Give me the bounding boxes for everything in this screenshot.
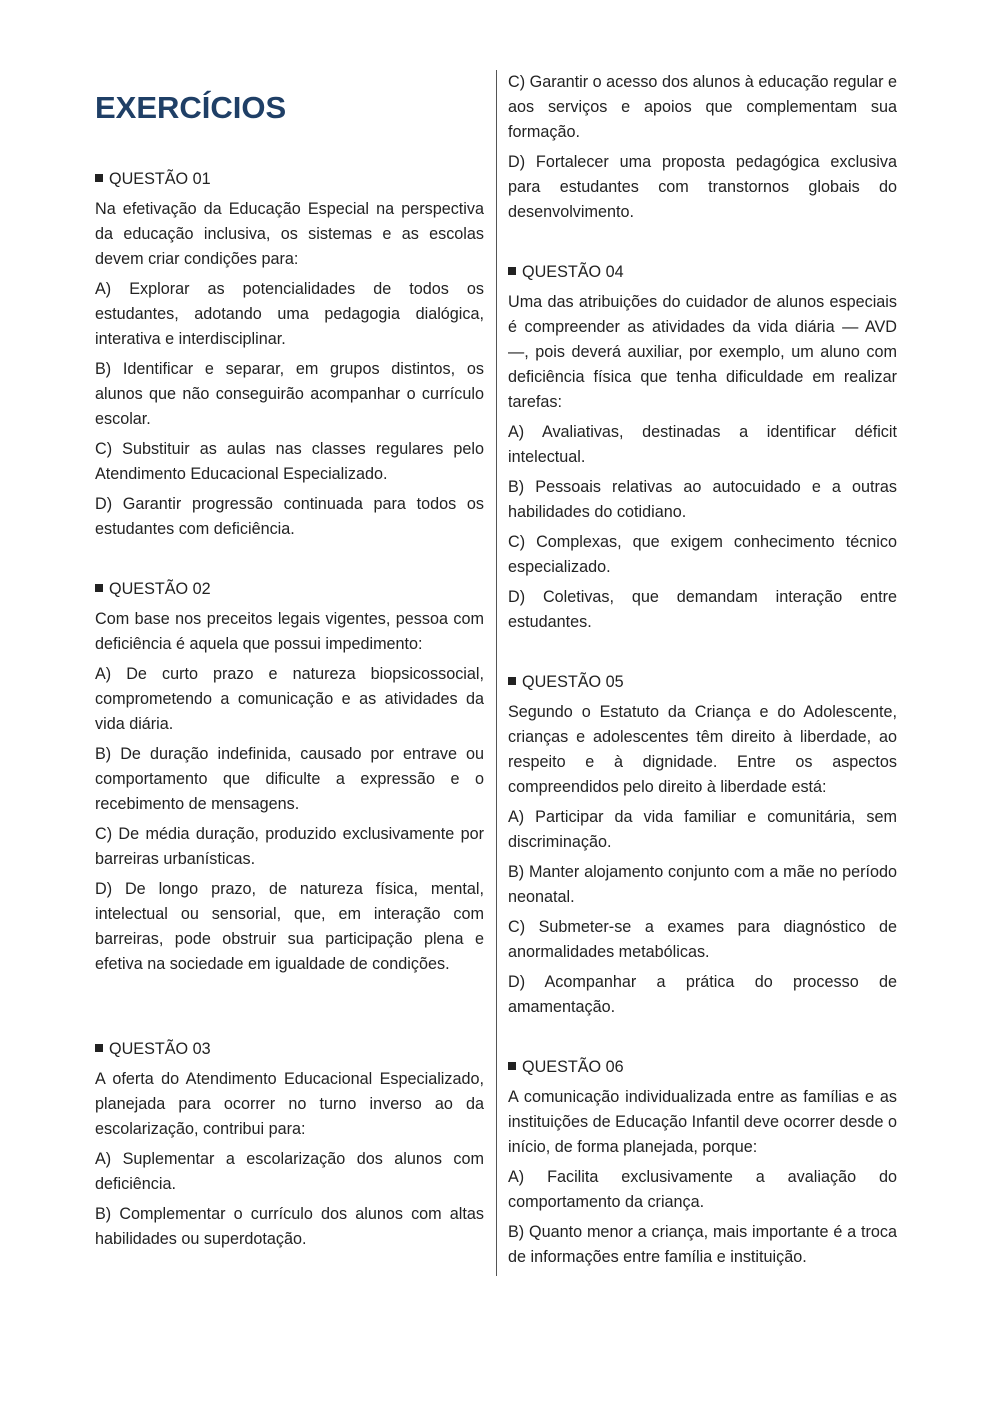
- square-bullet-icon: [508, 267, 516, 275]
- question-text: Com base nos preceitos legais vigentes, pessoa com deficiência é aquela que possui impedimento:: [95, 610, 484, 653]
- question-heading: QUESTÃO 05: [508, 670, 897, 695]
- option-b: B) Complementar o currículo dos alunos com altas habilidades ou superdotação.: [95, 1205, 484, 1248]
- page-title: EXERCÍCIOS: [95, 90, 287, 125]
- square-bullet-icon: [95, 584, 103, 592]
- option-a: A) Avaliativas, destinadas a identificar déficit intelectual.: [508, 423, 897, 466]
- option-a: A) Suplementar a escolarização dos alunos com deficiência.: [95, 1150, 484, 1193]
- square-bullet-icon: [508, 677, 516, 685]
- question-heading: QUESTÃO 04: [508, 260, 897, 285]
- option-c: C) Submeter-se a exames para diagnóstico de anormalidades metabólicas.: [508, 918, 897, 961]
- question-04: [508, 260, 897, 640]
- question-text: A comunicação individualizada entre as famílias e as instituições de Educação Infantil deve ocorrer desde o início, de forma planejada, porque:: [508, 1088, 897, 1156]
- option-d: D) Garantir progressão continuada para todos os estudantes com deficiência.: [95, 495, 484, 538]
- option-c: C) Complexas, que exigem conhecimento técnico especializado.: [508, 533, 897, 576]
- question-heading: QUESTÃO 01: [95, 167, 484, 192]
- option-a: A) Facilita exclusivamente a avaliação do comportamento da criança.: [508, 1168, 897, 1211]
- question-02: [95, 577, 484, 982]
- question-text: Na efetivação da Educação Especial na perspectiva da educação inclusiva, os sistemas e as escolas devem criar condições para:: [95, 200, 484, 268]
- option-d: D) Coletivas, que demandam interação entre estudantes.: [508, 588, 897, 631]
- option-d: D) Fortalecer uma proposta pedagógica exclusiva para estudantes com transtornos globais do desenvolvimento.: [508, 153, 897, 221]
- option-c: C) Substituir as aulas nas classes regulares pelo Atendimento Educacional Especializado.: [95, 440, 484, 483]
- option-d: D) Acompanhar a prática do processo de amamentação.: [508, 973, 897, 1016]
- question-03: [95, 1037, 484, 1257]
- column-divider: [496, 70, 497, 1276]
- option-c: C) De média duração, produzido exclusivamente por barreiras urbanísticas.: [95, 825, 484, 868]
- option-a: A) Participar da vida familiar e comunitária, sem discriminação.: [508, 808, 897, 851]
- square-bullet-icon: [95, 1044, 103, 1052]
- option-b: B) Manter alojamento conjunto com a mãe no período neonatal.: [508, 863, 897, 906]
- square-bullet-icon: [95, 174, 103, 182]
- question-text: A oferta do Atendimento Educacional Especializado, planejada para ocorrer no turno inverso ao da escolarização, contribui para:: [95, 1070, 484, 1138]
- question-text: Uma das atribuições do cuidador de alunos especiais é compreender as atividades da vida diária — AVD —, pois deverá auxiliar, por exemplo, um aluno com deficiência física que tenha dificuldade em realizar tarefas:: [508, 293, 897, 411]
- option-b: B) Identificar e separar, em grupos distintos, os alunos que não conseguirão acompanhar o currículo escolar.: [95, 360, 484, 428]
- option-b: B) Pessoais relativas ao autocuidado e a outras habilidades do cotidiano.: [508, 478, 897, 521]
- option-a: A) Explorar as potencialidades de todos os estudantes, adotando uma pedagogia dialógica, interativa e interdisciplinar.: [95, 280, 484, 348]
- question-03-continued: [508, 70, 897, 230]
- question-05: [508, 670, 897, 1025]
- option-b: B) Quanto menor a criança, mais importante é a troca de informações entre família e instituição.: [508, 1223, 897, 1266]
- question-heading: QUESTÃO 03: [95, 1037, 484, 1062]
- option-b: B) De duração indefinida, causado por entrave ou comportamento que dificulte a expressão e o recebimento de mensagens.: [95, 745, 484, 813]
- question-heading: QUESTÃO 02: [95, 577, 484, 602]
- question-01: [95, 167, 484, 547]
- square-bullet-icon: [508, 1062, 516, 1070]
- option-c: C) Garantir o acesso dos alunos à educação regular e aos serviços e apoios que complementam sua formação.: [508, 73, 897, 141]
- question-text: Segundo o Estatuto da Criança e do Adolescente, crianças e adolescentes têm direito à liberdade, ao respeito e à dignidade. Entre os aspectos compreendidos pelo direito à liberdade está:: [508, 703, 897, 796]
- question-heading: QUESTÃO 06: [508, 1055, 897, 1080]
- option-a: A) De curto prazo e natureza biopsicossocial, comprometendo a comunicação e as atividades da vida diária.: [95, 665, 484, 733]
- question-06: [508, 1055, 897, 1275]
- option-d: D) De longo prazo, de natureza física, mental, intelectual ou sensorial, que, em interação com barreiras, pode obstruir sua participação plena e efetiva na sociedade em igualdade de condições.: [95, 880, 484, 973]
